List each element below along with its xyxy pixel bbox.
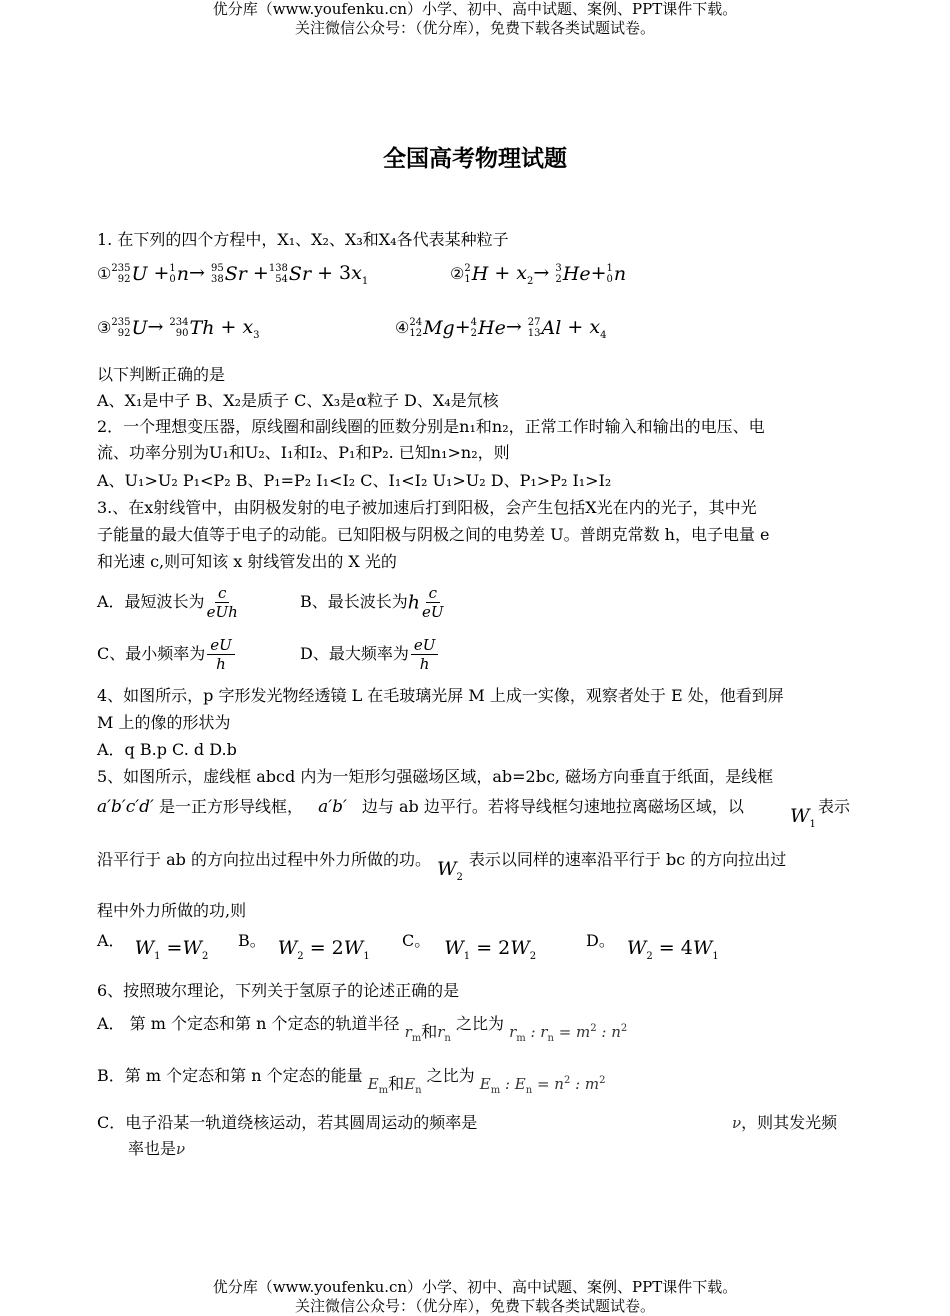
footer-line-1: 优分库（www.youfenku.cn）小学、初中、高中试题、案例、PPT课件下载。 <box>212 1278 738 1296</box>
q6-option-b: B．第 m 个定态和第 n 个定态的能量 $E_m$和$E_n$ 之比为 $E_m$ : $E_n = n^2$ : $m^2$ <box>97 1066 606 1096</box>
q5-line-2: a′b′c′d′ 是一正方形导线框， a′b′ 边与 ab 边平行。若将导线框匀速地拉离磁场区域，以 <box>97 797 744 817</box>
q5-line-2-tail: 表示 <box>818 797 851 816</box>
q5-option-d: D。 $W_2 = 4W_1$ <box>586 931 719 962</box>
header-line-1: 优分库（www.youfenku.cn）小学、初中、高中试题、案例、PPT课件下载。 <box>212 0 738 18</box>
q2-options: A、U₁>U₂ P₁<P₂ B、P₁=P₂ I₁<I₂ C、I₁<I₂ U₁>U₂ D、P₁>P₂ I₁>I₂ <box>97 471 612 490</box>
footer <box>0 1278 950 1316</box>
q4-line-1: 4、如图所示，p 字形发光物经透镜 L 在毛玻璃光屏 M 上成一实像，观察者处于 E 处，他看到屏 <box>97 686 784 705</box>
q3-line-3: 和光速 c,则可知该 x 射线管发出的 X 光的 <box>97 552 397 571</box>
q1-options: A、X₁是中子 B、X₂是质子 C、X₃是α粒子 D、X₄是氘核 <box>97 391 499 410</box>
q3-option-c: C、最小频率为 $\frac{eU}{h}$ <box>97 636 237 673</box>
q1-equation-3: ③ 235 92 U→ 234 90 $Th + x_3$ <box>97 316 260 341</box>
q5-line-1: 5、如图所示，虚线框 abcd 内为一矩形匀强磁场区域，ab=2bc, 磁场方向垂直于纸面，是线框 <box>97 767 774 786</box>
q6-option-a: A． 第 m 个定态和第 n 个定态的轨道半径 $r_m$和$r_n$ 之比为 $r_m$ : $r_n = m^2$ : $n^2$ <box>97 1014 628 1044</box>
q6-option-c-tail: ν，则其发光频 <box>732 1113 838 1132</box>
q6-option-c-line-2: 率也是ν <box>128 1139 186 1158</box>
q1-equation-4: ④ 24 12 Mg+ 4 2 He→ 27 13 $Al + x_4$ <box>395 316 607 341</box>
q1-equation-2: ② 2 1 $H + x_2\to$ 3 2 He+ 1 0 n <box>450 262 627 287</box>
q5-option-c: C。 $W_1 = 2W_2$ <box>402 931 537 962</box>
q2-line-2: 流、功率分别为U₁和U₂、I₁和I₂、P₁和P₂. 已知n₁>n₂，则 <box>97 443 510 462</box>
q1-stem: 1. 在下列的四个方程中，X₁、X₂、X₃和X₄各代表某种粒子 <box>97 230 509 249</box>
q5-option-a: A． $W_1 =W_2$ <box>97 931 209 962</box>
header <box>0 0 950 38</box>
q5-option-b: B。 $W_2 = 2W_1$ <box>238 931 370 962</box>
q6-option-c: C．电子沿某一轨道绕核运动，若其圆周运动的频率是 <box>97 1113 478 1132</box>
footer-line-2: 关注微信公众号：（优分库），免费下载各类试题试卷。 <box>294 1297 655 1315</box>
q4-options: A．q B.p C. d D.b <box>97 740 237 759</box>
q5-line-4: 程中外力所做的功,则 <box>97 901 247 920</box>
q5-w1-symbol: $W_1$ <box>790 805 816 830</box>
q3-option-a: A．最短波长为 $\frac{c}{\text{eUh}}$ <box>97 584 238 621</box>
q3-option-d: D、最大频率为 $\frac{eU}{h}$ <box>300 636 440 673</box>
q3-line-2: 子能量的最大值等于电子的动能。已知阳极与阴极之间的电势差 U。普朗克常数 h，电子电量 e <box>97 525 770 544</box>
q5-line-3: 沿平行于 ab 的方向拉出过程中外力所做的功。 $W_2$表示以同样的速率沿平行于 bc 的方向拉出过 <box>97 850 787 883</box>
header-line-2: 关注微信公众号：（优分库），免费下载各类试题试卷。 <box>294 19 655 37</box>
q1-equation-1: ① 235 92 U + 1 0 n→ 95 38 Sr + 138 54 $Sr + 3x_1$ <box>97 262 369 287</box>
q3-option-b: B、最长波长为h $\frac{c}{eU}$ <box>300 584 444 621</box>
q3-line-1: 3.、在x射线管中，由阴极发射的电子被加速后打到阳极，会产生包括X光在内的光子，其中光 <box>97 498 757 517</box>
q4-line-2: M 上的像的形状为 <box>97 713 231 732</box>
page-title: 全国高考物理试题 <box>383 146 567 172</box>
q1-judge: 以下判断正确的是 <box>97 365 226 384</box>
q6-stem: 6、按照玻尔理论，下列关于氢原子的论述正确的是 <box>97 981 460 1000</box>
q2-line-1: 2．一个理想变压器，原线圈和副线圈的匝数分别是n₁和n₂，正常工作时输入和输出的电压、电 <box>97 417 765 436</box>
